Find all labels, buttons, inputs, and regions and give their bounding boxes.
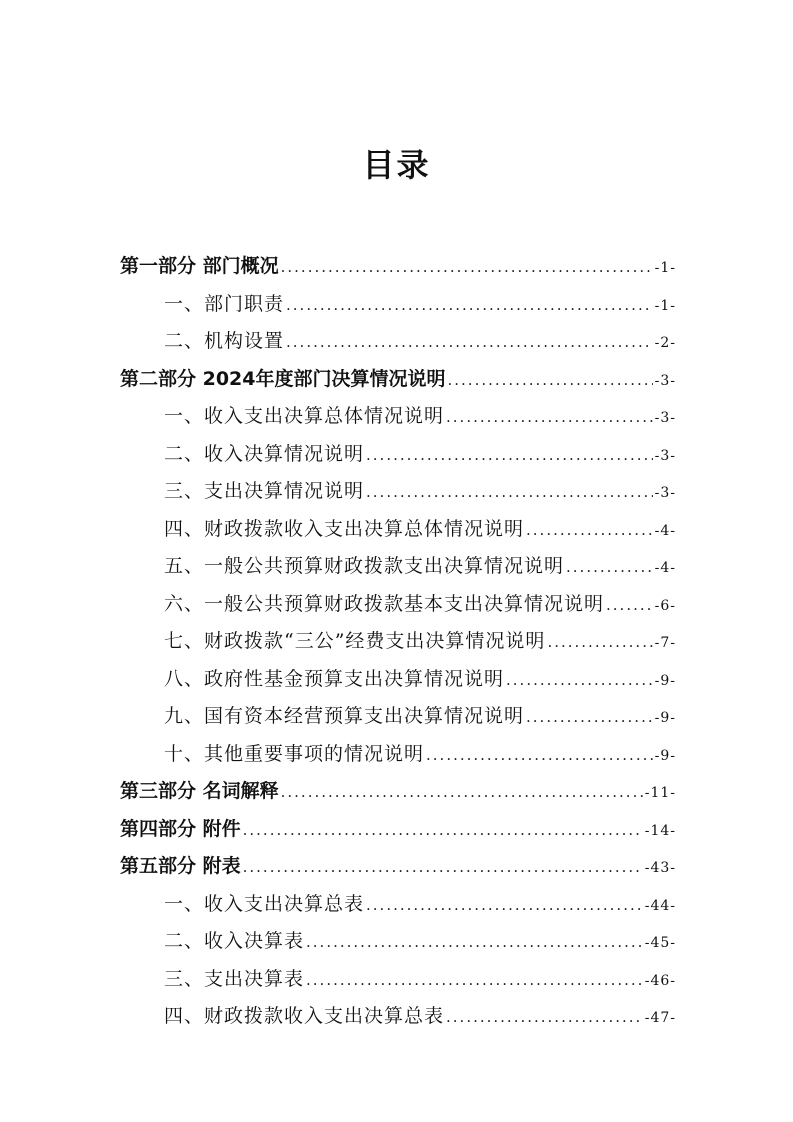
- toc-entry-label: 一、收入支出决算总体情况说明: [164, 405, 445, 427]
- toc-page-number: -1-: [654, 260, 676, 276]
- toc-entry[interactable]: [120, 473, 676, 511]
- toc-page-number: -9-: [654, 672, 676, 689]
- toc-entry-label: 九、国有资本经营预算支出决算情况说明: [164, 705, 525, 727]
- toc-entry-label: 十、其他重要事项的情况说明: [164, 742, 425, 765]
- toc-leader-dots: [446, 399, 653, 437]
- toc-leader-dots: [526, 699, 653, 737]
- toc-entry-part-2[interactable]: [120, 361, 676, 399]
- toc-entry[interactable]: [120, 886, 676, 924]
- toc-page-number: -4-: [654, 522, 676, 539]
- toc-entry-label: 四、财政拨款收入支出决算总体情况说明: [164, 517, 525, 540]
- toc-page-number: -9-: [654, 747, 676, 764]
- toc-page-number: -9-: [654, 710, 676, 726]
- toc-leader-dots: [366, 474, 653, 512]
- toc-entry-label: 第三部分 名词解释: [120, 780, 279, 802]
- toc-entry-label: 四、财政拨款收入支出决算总表: [164, 1005, 445, 1027]
- toc-leader-dots: [286, 324, 653, 362]
- toc-entry-label: 第二部分 2024年度部门决算情况说明: [120, 367, 446, 390]
- toc-leader-dots: [566, 549, 653, 587]
- toc-entry-part-4[interactable]: [120, 811, 676, 849]
- toc-entry-label: 二、机构设置: [164, 330, 285, 352]
- toc-entry[interactable]: [120, 998, 676, 1036]
- toc-entry-label: 六、一般公共预算财政拨款基本支出决算情况说明: [164, 592, 605, 615]
- toc-entry-label: 第五部分 附表: [120, 855, 241, 877]
- toc-page-number: -43-: [644, 860, 676, 876]
- toc-page-number: -3-: [654, 372, 676, 389]
- toc-entry-label: 一、收入支出决算总表: [164, 892, 365, 915]
- toc-entry[interactable]: [120, 661, 676, 699]
- toc-entry[interactable]: [120, 323, 676, 361]
- toc-leader-dots: [243, 812, 643, 850]
- toc-entry[interactable]: [120, 698, 676, 736]
- toc-entry-part-3[interactable]: [120, 773, 676, 811]
- toc-page-number: -45-: [644, 935, 676, 951]
- toc-entry-label: 一、部门职责: [164, 292, 285, 315]
- toc-leader-dots: [606, 587, 653, 625]
- toc-entry-label: 二、收入决算表: [164, 930, 305, 952]
- toc-entry[interactable]: [120, 736, 676, 774]
- toc-entry[interactable]: [120, 623, 676, 661]
- toc-entry[interactable]: [120, 548, 676, 586]
- toc-page-number: -3-: [654, 485, 676, 501]
- toc-page-number: -7-: [654, 635, 676, 651]
- toc-entry[interactable]: [120, 286, 676, 324]
- toc-page-number: -14-: [644, 822, 676, 839]
- toc-leader-dots: [243, 849, 643, 887]
- toc-page-number: -47-: [644, 1010, 676, 1026]
- toc-entry-label: 三、支出决算表: [164, 967, 305, 990]
- toc-entry-part-1[interactable]: [120, 248, 676, 286]
- toc-leader-dots: [306, 962, 643, 1000]
- toc-entry[interactable]: [120, 511, 676, 549]
- table-of-contents: [120, 248, 676, 1036]
- toc-entry-part-5[interactable]: [120, 848, 676, 886]
- toc-page-number: -3-: [654, 447, 676, 464]
- toc-leader-dots: [547, 624, 652, 662]
- toc-entry-label: 八、政府性基金预算支出决算情况说明: [164, 667, 505, 690]
- toc-entry[interactable]: [120, 586, 676, 624]
- toc-page-number: -2-: [654, 335, 676, 351]
- toc-leader-dots: [366, 887, 643, 925]
- toc-entry[interactable]: [120, 398, 676, 436]
- toc-leader-dots: [281, 774, 643, 812]
- toc-page-number: -6-: [654, 597, 676, 614]
- toc-entry-label: 三、支出决算情况说明: [164, 480, 365, 502]
- toc-entry[interactable]: [120, 923, 676, 961]
- toc-page-number: -1-: [654, 297, 676, 314]
- toc-leader-dots: [526, 512, 653, 550]
- toc-entry-label: 第一部分 部门概况: [120, 255, 279, 277]
- toc-page-number: -44-: [644, 897, 676, 914]
- toc-leader-dots: [446, 999, 643, 1037]
- page-title: 目录: [362, 146, 431, 184]
- toc-leader-dots: [366, 437, 653, 475]
- toc-leader-dots: [281, 249, 653, 287]
- toc-page-number: -3-: [654, 410, 676, 426]
- toc-leader-dots: [448, 362, 653, 400]
- toc-entry[interactable]: [120, 961, 676, 999]
- toc-leader-dots: [286, 287, 653, 325]
- toc-leader-dots: [426, 737, 653, 775]
- toc-page-number: -4-: [654, 560, 676, 576]
- toc-entry[interactable]: [120, 436, 676, 474]
- toc-entry-label: 第四部分 附件: [120, 817, 241, 840]
- toc-entry-label: 七、财政拨款“三公”经费支出决算情况说明: [164, 630, 546, 652]
- toc-page-number: -11-: [644, 785, 676, 801]
- toc-leader-dots: [306, 924, 643, 962]
- toc-entry-label: 五、一般公共预算财政拨款支出决算情况说明: [164, 555, 565, 577]
- toc-page-number: -46-: [644, 972, 676, 989]
- toc-leader-dots: [506, 662, 653, 700]
- toc-entry-label: 二、收入决算情况说明: [164, 442, 365, 465]
